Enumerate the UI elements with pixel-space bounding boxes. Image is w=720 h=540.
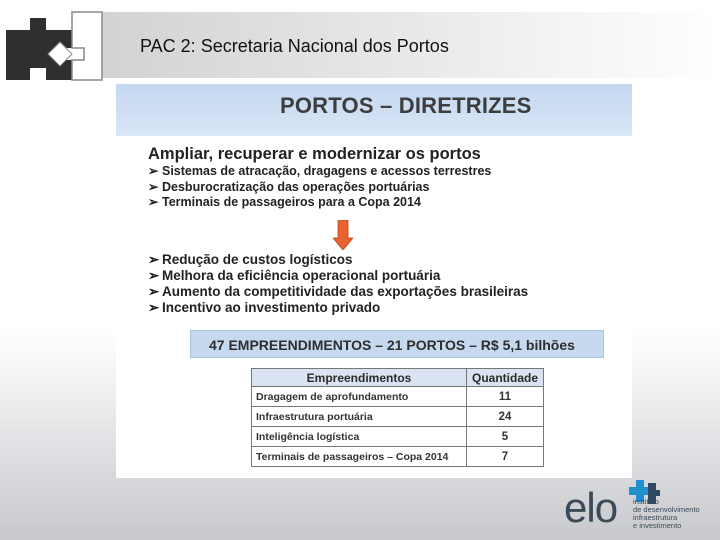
elo-line-1: instituto: [633, 497, 659, 506]
list-item: ➢ Redução de custos logísticos: [148, 252, 353, 267]
summary-banner: [190, 330, 604, 358]
elo-line-4: e investimento: [633, 521, 682, 530]
bullet-arrow-icon: ➢: [148, 179, 159, 194]
table-header-row: [252, 369, 544, 387]
column-header-quantity: Quantidade: [467, 369, 544, 387]
table-cell-quantity: 24: [467, 407, 544, 427]
puzzle-logo-icon: [2, 8, 132, 88]
bullet-list-bottom: [148, 252, 528, 316]
table-row: [252, 407, 544, 427]
projects-table: [251, 368, 544, 467]
bullet-arrow-icon: ➢: [148, 252, 160, 267]
bullet-arrow-icon: ➢: [148, 284, 160, 299]
list-item: ➢ Desburocratização das operações portuárias: [148, 179, 430, 194]
table-cell-quantity: 7: [467, 447, 544, 467]
list-item: ➢ Melhora da eficiência operacional portuária: [148, 268, 441, 283]
elo-line-3: infraestrutura: [633, 513, 678, 522]
table-cell: Dragagem de aprofundamento: [252, 387, 467, 407]
list-item: ➢ Terminais de passageiros para a Copa 2014: [148, 195, 421, 209]
elo-line-2: de desenvolvimento: [633, 505, 700, 514]
elo-logo-word: elo: [564, 484, 618, 531]
slide-title: PORTOS – DIRETRIZES: [280, 93, 532, 118]
table-row: [252, 447, 544, 467]
table-row: [252, 387, 544, 407]
page-title: PAC 2: Secretaria Nacional dos Portos: [140, 36, 449, 56]
slide-header: [116, 84, 632, 136]
bullet-arrow-icon: ➢: [148, 268, 160, 283]
table-cell-quantity: 11: [467, 387, 544, 407]
elo-logo: [560, 478, 720, 538]
table-cell: Terminais de passageiros – Copa 2014: [252, 447, 467, 467]
slide-image: [116, 84, 632, 478]
list-item: ➢ Incentivo ao investimento privado: [148, 300, 381, 315]
bullet-arrow-icon: ➢: [148, 195, 159, 209]
table-cell-quantity: 5: [467, 427, 544, 447]
table-row: [252, 427, 544, 447]
table-cell: Infraestrutura portuária: [252, 407, 467, 427]
list-item: ➢ Sistemas de atracação, dragagens e acessos terrestres: [148, 164, 492, 178]
bullet-arrow-icon: ➢: [148, 300, 160, 315]
bullet-list-top: [148, 164, 491, 211]
list-item: ➢ Aumento da competitividade das exportações brasileiras: [148, 284, 529, 299]
section-heading: Ampliar, recuperar e modernizar os portos: [148, 145, 481, 163]
column-header-projects: Empreendimentos: [252, 369, 467, 387]
summary-banner-text: 47 EMPREENDIMENTOS – 21 PORTOS – R$ 5,1 bilhões: [209, 337, 575, 353]
down-arrow-icon: [333, 220, 353, 250]
bullet-arrow-icon: ➢: [148, 164, 159, 178]
table-cell: Inteligência logística: [252, 427, 467, 447]
